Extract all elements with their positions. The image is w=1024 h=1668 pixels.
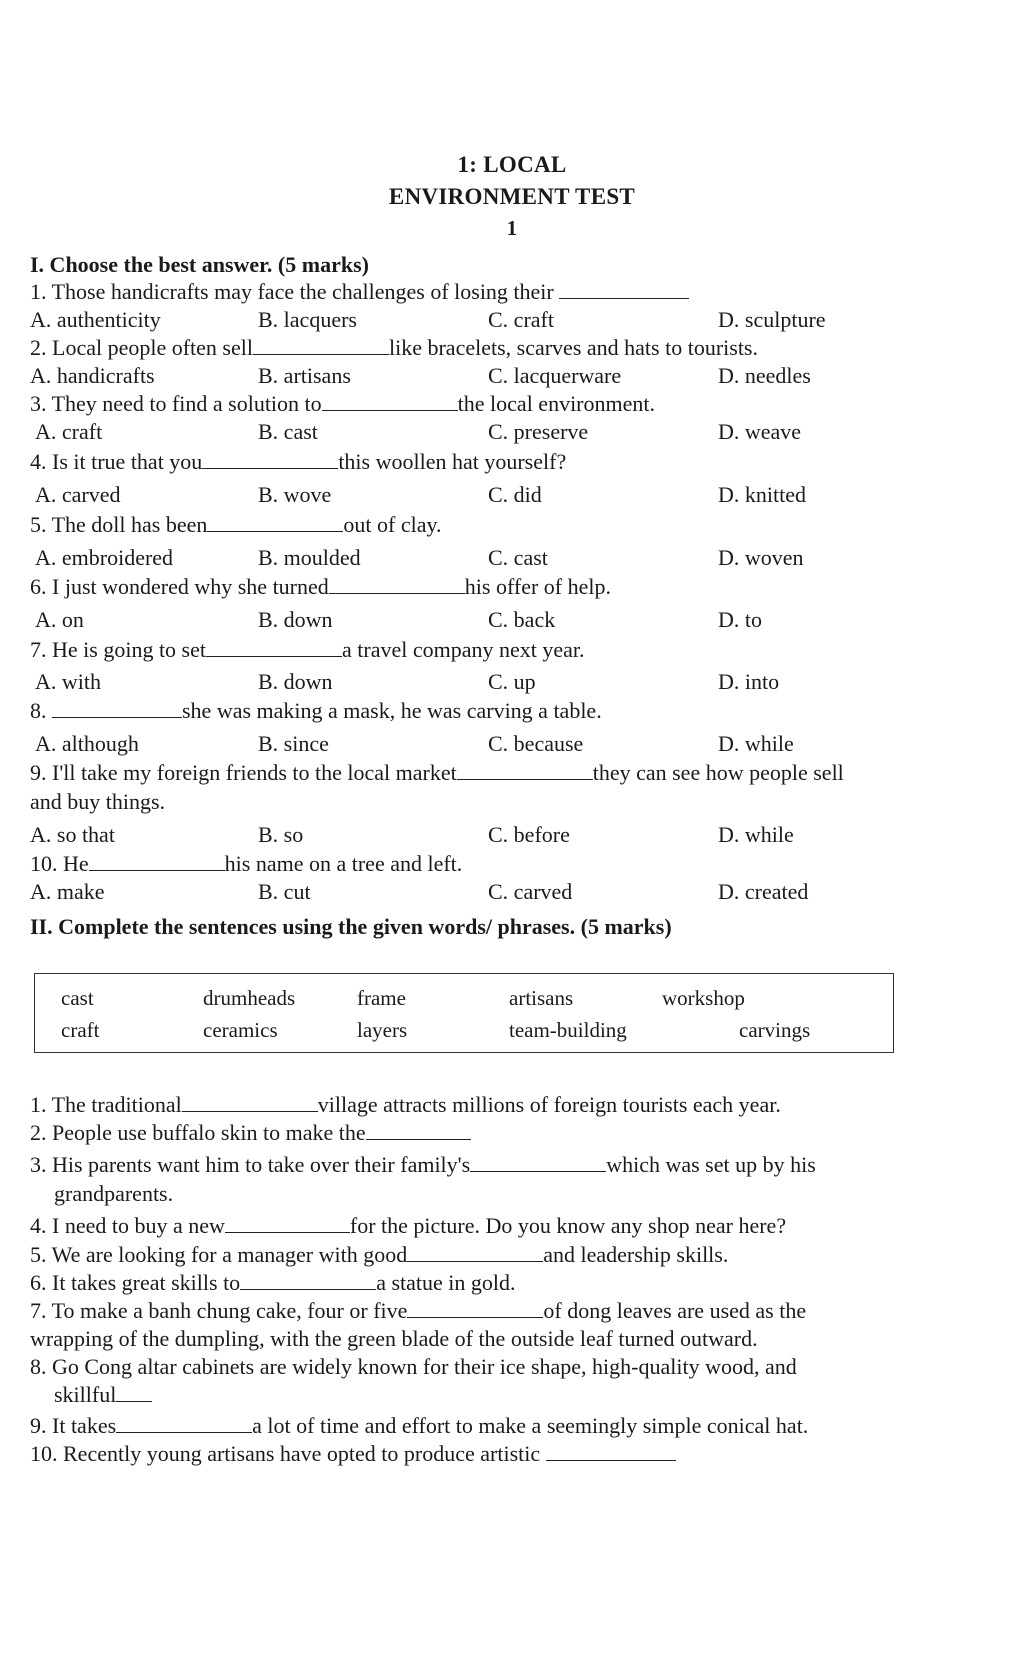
sentence-2: 2. People use buffalo skin to make the	[30, 1120, 471, 1146]
q5-option-c[interactable]: C. cast	[488, 545, 548, 570]
q3-option-b[interactable]: B. cast	[258, 419, 318, 444]
section-2-heading: II. Complete the sentences using the given words/ phrases. (5 marks)	[30, 914, 672, 939]
sentence-7-continued: wrapping of the dumpling, with the green blade of the outside leaf turned outward.	[30, 1326, 758, 1351]
q8-option-d[interactable]: D. while	[718, 731, 794, 756]
word-bank-item: cast	[61, 986, 94, 1010]
q8-option-c[interactable]: C. because	[488, 731, 584, 756]
word-bank-item: ceramics	[203, 1018, 278, 1042]
q4-option-d[interactable]: D. knitted	[718, 482, 806, 507]
word-bank-item: layers	[357, 1018, 408, 1042]
q10-option-d[interactable]: D. created	[718, 879, 809, 904]
q1-option-b[interactable]: B. lacquers	[258, 307, 357, 332]
word-bank-item: frame	[357, 986, 406, 1010]
q7-option-d[interactable]: D. into	[718, 669, 780, 694]
q9-option-b[interactable]: B. so	[258, 822, 304, 847]
q9-option-d[interactable]: D. while	[718, 822, 794, 847]
word-bank-item: carvings	[739, 1018, 811, 1042]
q4-option-a[interactable]: A. carved	[35, 482, 121, 507]
sentence-8: 8. Go Cong altar cabinets are widely known for their ice shape, high-quality wood, and	[30, 1354, 797, 1379]
q5-option-b[interactable]: B. moulded	[258, 545, 361, 570]
title-line-1: 1: LOCAL	[457, 152, 567, 177]
sentence-7: 7. To make a banh chung cake, four or five of dong leaves are used as the	[30, 1298, 807, 1323]
q1-option-c[interactable]: C. craft	[488, 307, 554, 332]
q2-option-c[interactable]: C. lacquerware	[488, 363, 622, 388]
word-bank-item: workshop	[662, 986, 745, 1010]
q6-option-b[interactable]: B. down	[258, 607, 333, 632]
question-9: 9. I'll take my foreign friends to the local market they can see how people sell	[30, 760, 844, 785]
q1-option-a[interactable]: A. authenticity	[30, 307, 161, 332]
sentence-1: 1. The traditional village attracts millions of foreign tourists each year.	[30, 1092, 781, 1117]
sentence-8-continued: skillful	[54, 1382, 152, 1408]
q9-option-a[interactable]: A. so that	[30, 822, 115, 847]
question-4: 4. Is it true that you this woollen hat yourself?	[30, 449, 567, 474]
q1-option-d[interactable]: D. sculpture	[718, 307, 826, 332]
q3-option-c[interactable]: C. preserve	[488, 419, 589, 444]
q4-option-c[interactable]: C. did	[488, 482, 542, 507]
q2-option-d[interactable]: D. needles	[718, 363, 811, 388]
q7-option-c[interactable]: C. up	[488, 669, 536, 694]
q5-option-d[interactable]: D. woven	[718, 545, 804, 570]
word-bank-item: craft	[61, 1018, 100, 1042]
question-2: 2. Local people often sell like bracelets, scarves and hats to tourists.	[30, 335, 758, 360]
question-8: 8. she was making a mask, he was carving a table.	[30, 698, 602, 723]
sentence-3: 3. His parents want him to take over their family's which was set up by his	[30, 1152, 816, 1177]
q3-option-d[interactable]: D. weave	[718, 419, 802, 444]
question-5: 5. The doll has been out of clay.	[30, 512, 442, 537]
q3-option-a[interactable]: A. craft	[35, 419, 103, 444]
title-line-3: 1	[506, 216, 518, 240]
word-bank-item: drumheads	[203, 986, 296, 1010]
section-1-heading: I. Choose the best answer. (5 marks)	[30, 252, 369, 277]
sentence-5: 5. We are looking for a manager with good and leadership skills.	[30, 1242, 729, 1267]
word-bank-box	[34, 973, 894, 1053]
q8-option-a[interactable]: A. although	[35, 731, 139, 756]
title-line-2: ENVIRONMENT TEST	[388, 184, 636, 209]
question-10: 10. He his name on a tree and left.	[30, 851, 463, 876]
q6-option-c[interactable]: C. back	[488, 607, 556, 632]
question-3: 3. They need to find a solution to the local environment.	[30, 391, 655, 416]
q9-option-c[interactable]: C. before	[488, 822, 570, 847]
q2-option-b[interactable]: B. artisans	[258, 363, 351, 388]
q7-option-b[interactable]: B. down	[258, 669, 333, 694]
q6-option-a[interactable]: A. on	[35, 607, 84, 632]
word-bank-item: team-building	[509, 1018, 627, 1042]
question-7: 7. He is going to set a travel company next year.	[30, 637, 585, 662]
sentence-6: 6. It takes great skills to a statue in gold.	[30, 1270, 516, 1295]
q10-option-a[interactable]: A. make	[30, 879, 105, 904]
q6-option-d[interactable]: D. to	[718, 607, 762, 632]
q2-option-a[interactable]: A. handicrafts	[30, 363, 155, 388]
q5-option-a[interactable]: A. embroidered	[35, 545, 174, 570]
sentence-4: 4. I need to buy a new for the picture. Do you know any shop near here?	[30, 1213, 787, 1238]
q8-option-b[interactable]: B. since	[258, 731, 329, 756]
sentence-3-continued: grandparents.	[54, 1181, 174, 1206]
question-6: 6. I just wondered why she turned his offer of help.	[30, 574, 612, 599]
sentence-10: 10. Recently young artisans have opted to produce artistic	[30, 1441, 676, 1467]
question-9-continued: and buy things.	[30, 789, 166, 814]
sentence-9: 9. It takes a lot of time and effort to make a seemingly simple conical hat.	[30, 1413, 809, 1438]
q10-option-c[interactable]: C. carved	[488, 879, 573, 904]
q7-option-a[interactable]: A. with	[35, 669, 101, 694]
q4-option-b[interactable]: B. wove	[258, 482, 332, 507]
q10-option-b[interactable]: B. cut	[258, 879, 311, 904]
question-1: 1. Those handicrafts may face the challenges of losing their	[30, 279, 689, 305]
word-bank-item: artisans	[509, 986, 574, 1010]
